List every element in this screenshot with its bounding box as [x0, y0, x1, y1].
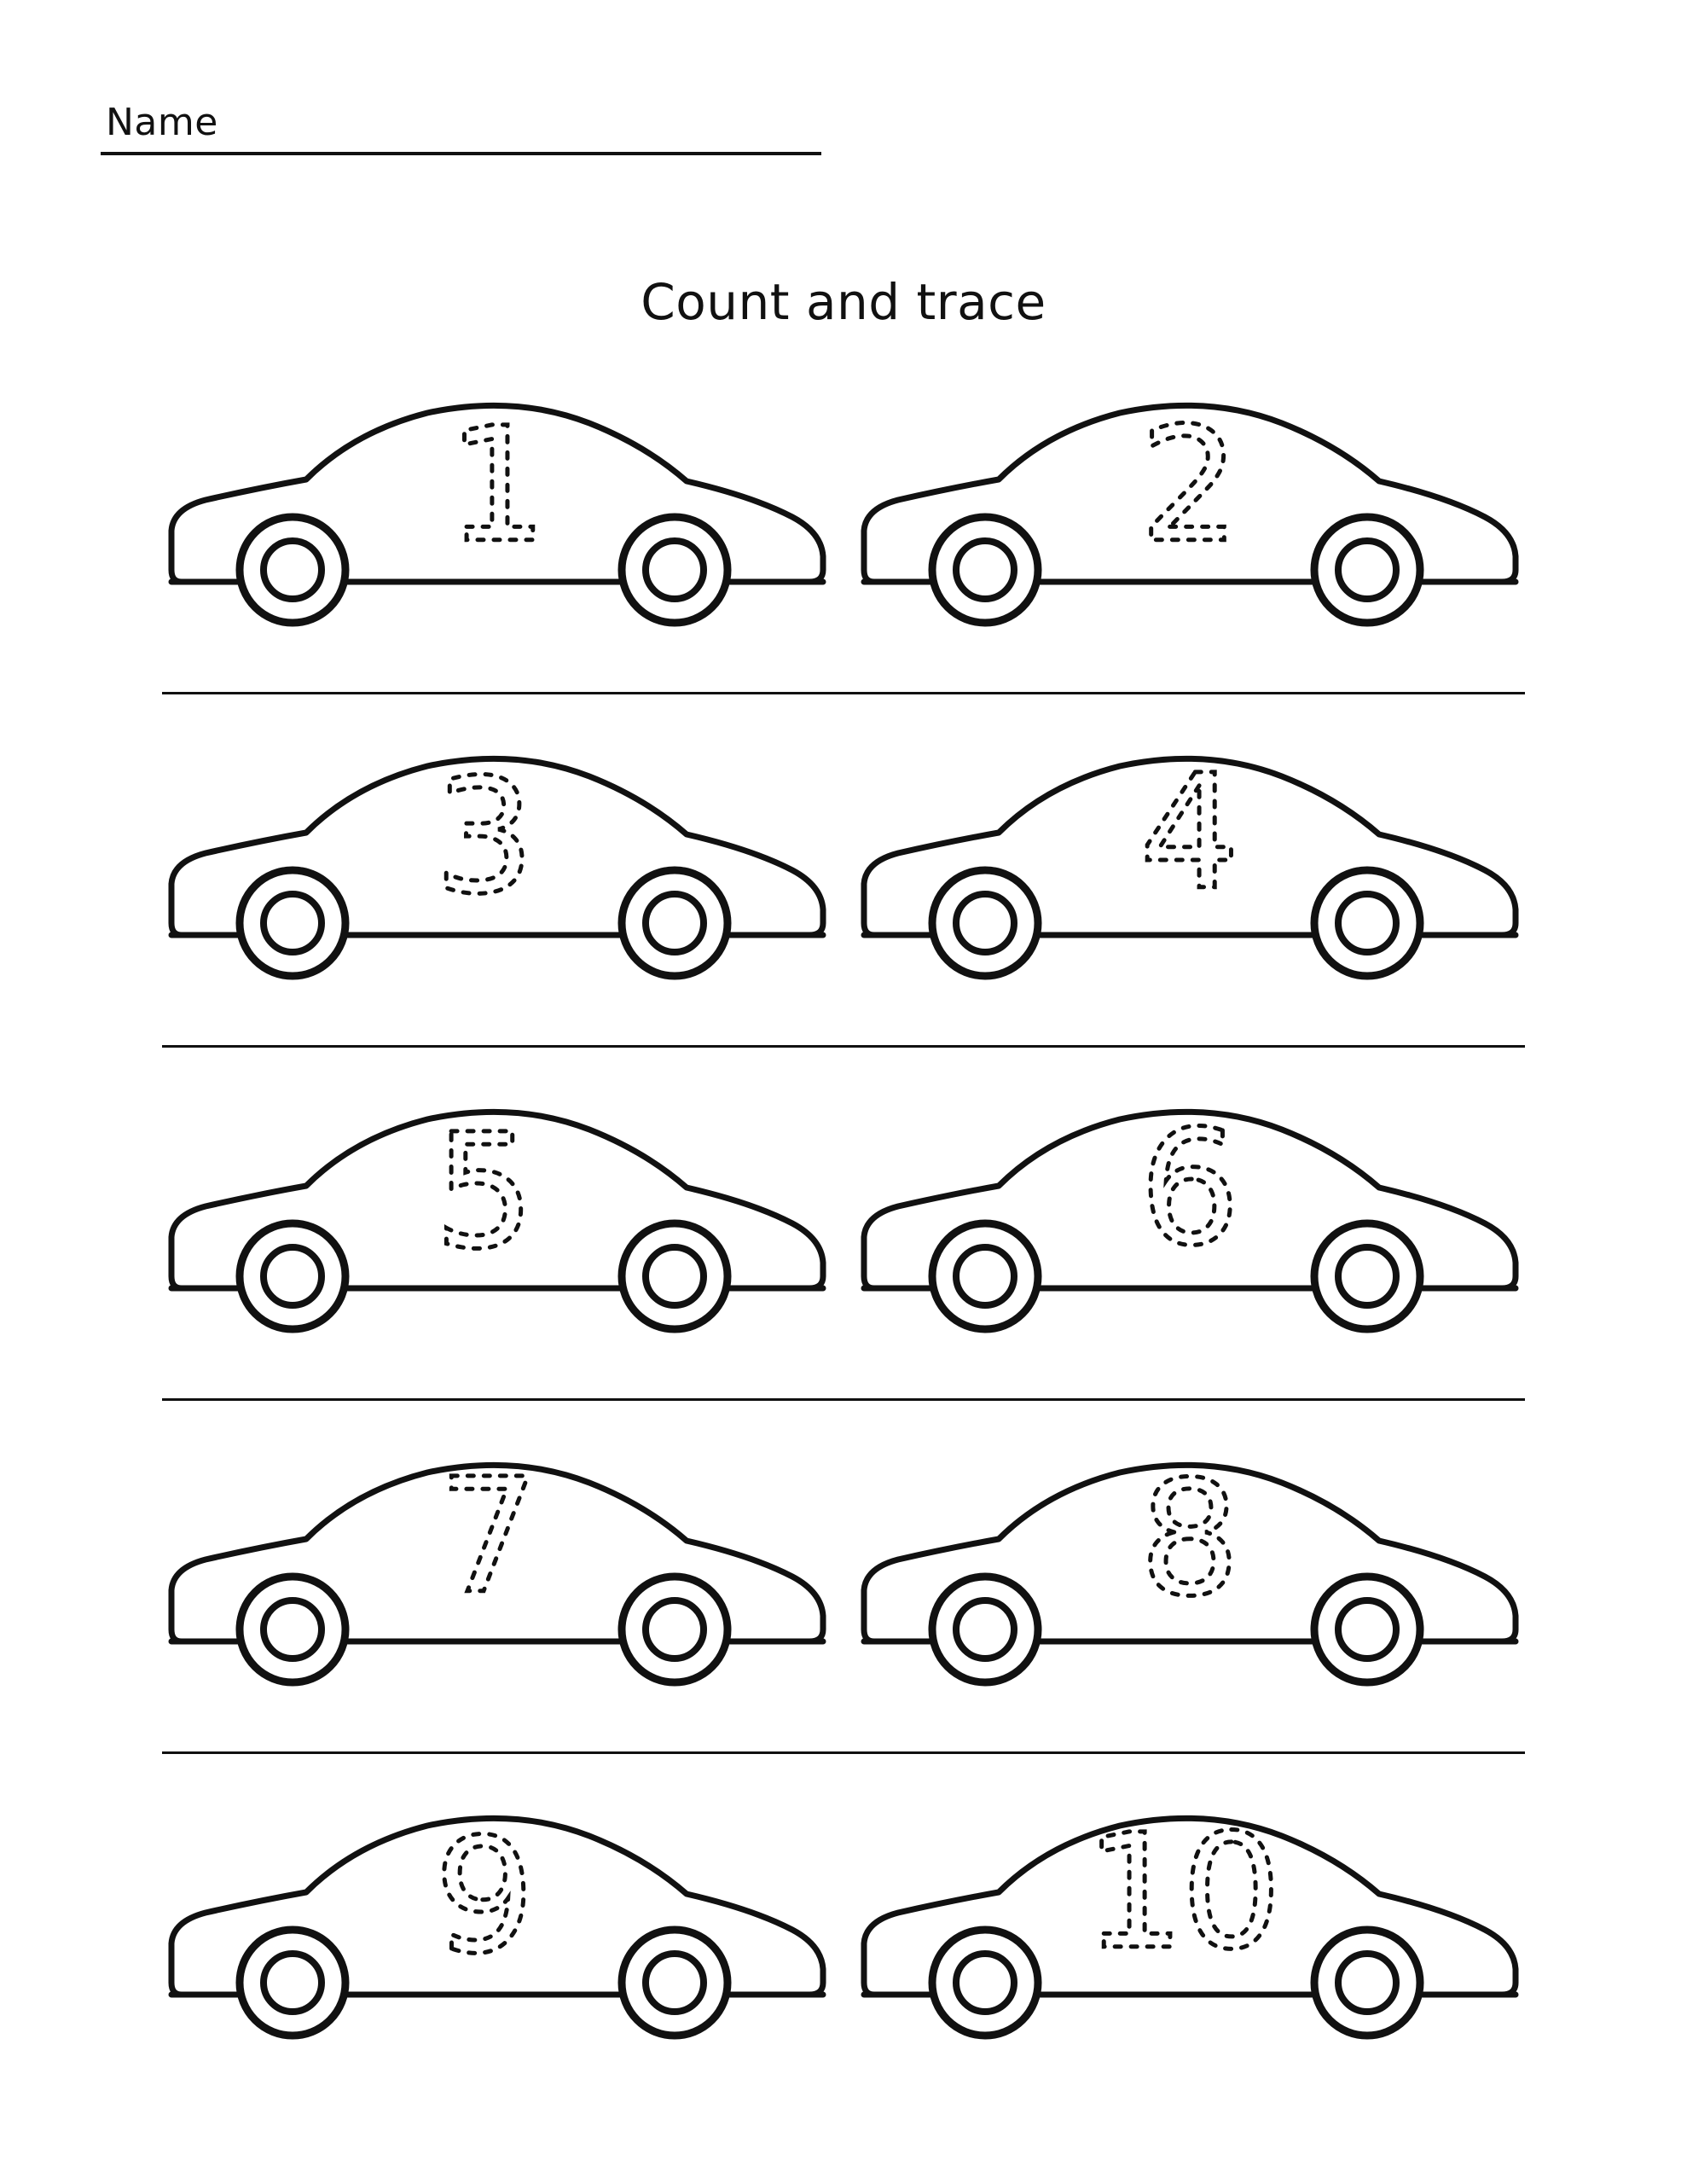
- page-title: Count and trace: [641, 273, 1046, 331]
- worksheet-row: [0, 1754, 1687, 2107]
- trace-number: 6: [1139, 1095, 1240, 1281]
- trace-number: 7: [438, 1443, 539, 1629]
- car-item[interactable]: [156, 1401, 838, 1682]
- car-item[interactable]: [849, 1754, 1531, 2036]
- car-item[interactable]: [849, 341, 1531, 623]
- trace-number: 9: [434, 1804, 535, 1989]
- trace-number: 4: [1139, 740, 1240, 925]
- worksheet-row: [0, 1048, 1687, 1401]
- trace-number: 5: [434, 1099, 535, 1284]
- trace-number: 10: [1084, 1799, 1278, 1984]
- car-item[interactable]: [156, 1754, 838, 2036]
- car-item[interactable]: [156, 694, 838, 976]
- car-item[interactable]: [849, 1048, 1531, 1329]
- car-item[interactable]: [156, 1048, 838, 1329]
- trace-number: 3: [434, 744, 535, 929]
- car-item[interactable]: [156, 341, 838, 623]
- trace-number: 8: [1139, 1446, 1240, 1631]
- name-block: [101, 102, 834, 155]
- name-write-line[interactable]: [101, 152, 821, 155]
- car-item[interactable]: [849, 694, 1531, 976]
- trace-number: 2: [1139, 392, 1240, 578]
- car-item[interactable]: [849, 1401, 1531, 1682]
- car-grid: [0, 341, 1687, 2107]
- name-label: Name: [106, 101, 218, 144]
- worksheet-row: [0, 694, 1687, 1048]
- worksheet-row: [0, 1401, 1687, 1754]
- trace-number: 1: [447, 392, 548, 578]
- worksheet-row: [0, 341, 1687, 694]
